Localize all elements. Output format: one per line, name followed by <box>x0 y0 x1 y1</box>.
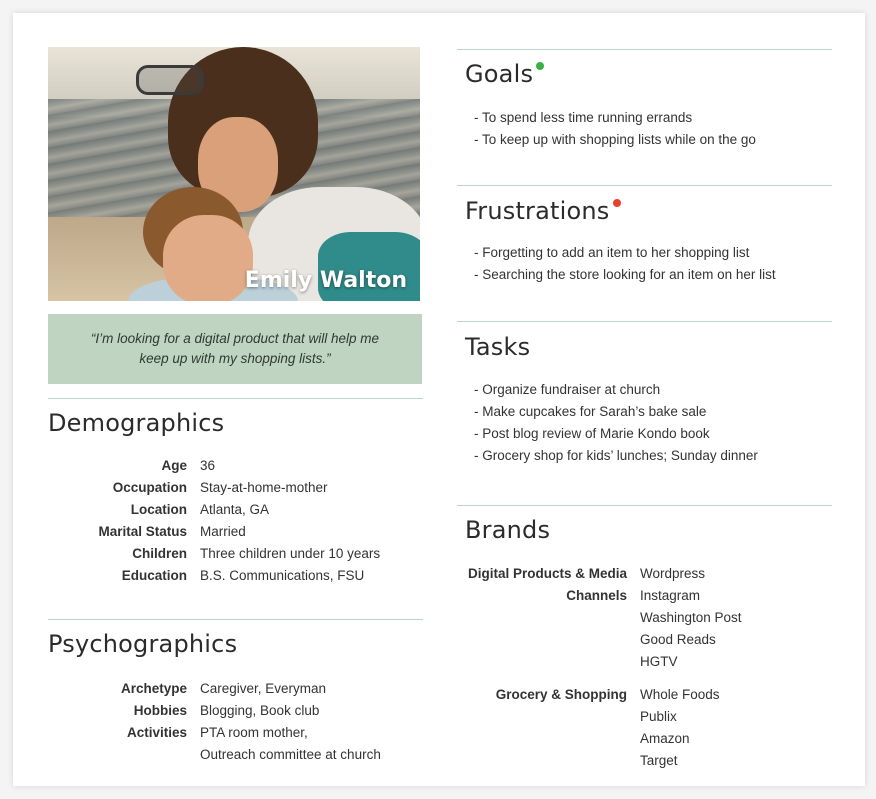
psychographics-row <box>48 700 381 722</box>
brand-item: HGTV <box>640 654 678 669</box>
green-status-dot-icon <box>536 62 544 70</box>
brands-digital-label: Digital Products & Media Channels <box>467 566 627 603</box>
persona-quote: “I’m looking for a digital product that will help me keep up with my shopping lists.” <box>48 314 422 384</box>
demographics-list <box>48 455 380 587</box>
demographics-row <box>48 499 380 521</box>
field-value: Atlanta, GA <box>200 502 270 517</box>
persona-name: Emily Walton <box>244 268 407 293</box>
field-value: Married <box>200 524 246 539</box>
psychographics-row <box>48 722 381 744</box>
brands-digital <box>457 563 742 673</box>
demographics-title: Demographics <box>48 409 225 437</box>
field-label <box>48 744 200 766</box>
brand-item: Instagram <box>640 588 701 603</box>
field-label: Archetype <box>120 681 187 696</box>
psychographics-row <box>48 744 381 766</box>
brand-item: Whole Foods <box>640 687 720 702</box>
frustrations-heading <box>465 197 621 225</box>
demographics-row <box>48 565 380 587</box>
goals-list <box>474 107 756 151</box>
field-value: Caregiver, Everyman <box>200 681 327 696</box>
goals-heading <box>465 60 544 88</box>
tasks-title: Tasks <box>465 333 531 361</box>
demographics-row <box>48 521 380 543</box>
list-item: - To spend less time running errands <box>474 107 756 129</box>
list-item: - Searching the store looking for an item on her list <box>474 264 776 286</box>
divider <box>457 505 832 506</box>
brands-grocery-label: Grocery & Shopping <box>495 687 627 702</box>
divider <box>48 619 423 620</box>
list-item: - Forgetting to add an item to her shopping list <box>474 242 776 264</box>
brands-grocery-values <box>640 684 720 772</box>
red-status-dot-icon <box>613 199 621 207</box>
field-label: Education <box>121 568 187 583</box>
field-label: Marital Status <box>98 524 187 539</box>
brands-digital-values <box>640 563 742 673</box>
list-item: - Grocery shop for kids’ lunches; Sunday dinner <box>474 445 758 467</box>
brand-item: Target <box>640 753 678 768</box>
field-label: Occupation <box>112 480 187 495</box>
field-label: Activities <box>126 725 187 740</box>
brand-item: Good Reads <box>640 632 716 647</box>
demographics-row <box>48 543 380 565</box>
field-value: B.S. Communications, FSU <box>200 568 365 583</box>
field-value: PTA room mother, <box>200 725 308 740</box>
field-value: Stay-at-home-mother <box>200 480 328 495</box>
list-item: - To keep up with shopping lists while on the go <box>474 129 756 151</box>
field-value: Blogging, Book club <box>200 703 320 718</box>
tasks-list <box>474 379 758 467</box>
frustrations-list <box>474 242 776 286</box>
brand-item: Publix <box>640 709 677 724</box>
list-item: - Make cupcakes for Sarah’s bake sale <box>474 401 758 423</box>
brand-item: Wordpress <box>640 566 706 581</box>
field-value: Outreach committee at church <box>200 747 381 762</box>
demographics-row <box>48 477 380 499</box>
list-item: - Organize fundraiser at church <box>474 379 758 401</box>
psychographics-list <box>48 678 381 766</box>
divider <box>48 398 423 399</box>
brands-title: Brands <box>465 516 551 544</box>
demographics-row <box>48 455 380 477</box>
brand-item: Amazon <box>640 731 690 746</box>
field-label: Age <box>161 458 187 473</box>
field-label: Location <box>130 502 187 517</box>
field-label: Children <box>132 546 187 561</box>
field-label: Hobbies <box>133 703 187 718</box>
brand-item: Washington Post <box>640 610 742 625</box>
persona-photo <box>48 47 420 301</box>
divider <box>457 185 832 186</box>
psychographics-title: Psychographics <box>48 630 238 658</box>
field-value: 36 <box>200 458 216 473</box>
divider <box>457 49 832 50</box>
psychographics-row <box>48 678 381 700</box>
field-value: Three children under 10 years <box>200 546 381 561</box>
frustrations-title: Frustrations <box>465 197 610 225</box>
divider <box>457 321 832 322</box>
goals-title: Goals <box>465 60 534 88</box>
list-item: - Post blog review of Marie Kondo book <box>474 423 758 445</box>
brands-grocery <box>457 684 720 772</box>
